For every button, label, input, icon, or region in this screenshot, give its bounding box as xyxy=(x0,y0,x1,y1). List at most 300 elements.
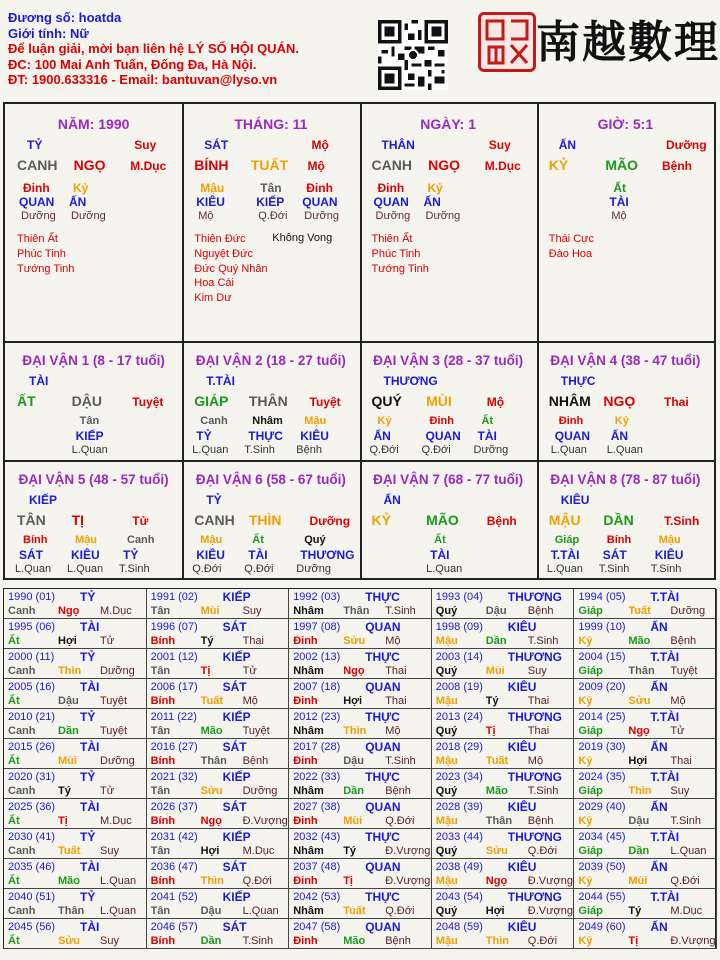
year-cell xyxy=(574,799,717,829)
year-label: 2006 (17) xyxy=(150,681,198,693)
pillar-hidden-stem: Kỷ xyxy=(427,181,443,195)
year-label: 2004 (15) xyxy=(578,651,626,663)
year-stage: Thai xyxy=(527,695,550,707)
year-god: SÁT xyxy=(222,920,247,934)
year-stage: Tử xyxy=(100,635,115,647)
year-cell xyxy=(147,859,290,889)
year-stem: Nhâm xyxy=(293,665,324,677)
luck-hidden-god: SÁT xyxy=(19,548,43,562)
luck-hidden-stem: Canh xyxy=(200,415,228,427)
year-cell xyxy=(4,649,147,679)
year-stem: Kỷ xyxy=(578,875,593,887)
year-branch: Dậu xyxy=(628,815,650,827)
year-stem: Mậu xyxy=(435,875,458,887)
year-stem: Kỷ xyxy=(578,695,593,707)
year-god: SÁT xyxy=(222,860,247,874)
pillar-branch: NGỌ xyxy=(73,157,106,173)
year-stage: M.Dục xyxy=(670,905,703,917)
year-stage: Bệnh xyxy=(385,935,411,947)
pillar-branch: NGỌ xyxy=(428,157,461,173)
luck-hidden-stage: T.Sinh xyxy=(119,563,150,575)
luck-hidden-stem: Quý xyxy=(304,534,326,546)
pillar-stem: KỶ xyxy=(548,157,569,173)
pillar-top-god: SÁT xyxy=(204,138,229,152)
year-branch: Mùi xyxy=(628,875,648,887)
year-god: QUAN xyxy=(365,620,401,634)
year-stage: Q.Đới xyxy=(527,935,558,947)
pillar-branch: TUẤT xyxy=(250,157,289,173)
year-branch: Tuất xyxy=(628,605,651,617)
year-stem: Ất xyxy=(8,815,20,827)
luck-branch: TỊ xyxy=(71,512,85,528)
year-branch: Thân xyxy=(200,755,227,767)
year-cell xyxy=(574,619,717,649)
year-stem: Canh xyxy=(8,785,36,797)
year-god: TỶ xyxy=(80,710,96,724)
star-name: Tướng Tinh xyxy=(371,262,429,275)
year-stage: Bệnh xyxy=(670,635,697,647)
year-branch: Dậu xyxy=(200,905,222,917)
year-label: 2010 (21) xyxy=(8,711,56,723)
luck-title: ĐẠI VẬN 4 (38 - 47 tuổi) xyxy=(550,353,701,368)
pillar-hidden-god: ẤN xyxy=(69,195,87,209)
qr-code-icon xyxy=(378,20,448,90)
year-stage: Q.Đới xyxy=(527,845,558,857)
year-cell xyxy=(432,769,575,799)
year-cell xyxy=(289,859,432,889)
year-branch: Thìn xyxy=(58,665,82,677)
pillar-title: THÁNG: 11 xyxy=(234,116,308,132)
luck-hidden-god: QUAN xyxy=(554,429,591,443)
pillar-hidden-god: KIẾP xyxy=(256,195,285,209)
year-branch: Ngọ xyxy=(485,875,508,887)
year-cell xyxy=(432,619,575,649)
year-stem: Tân xyxy=(150,725,171,737)
luck-hidden-god: QUAN xyxy=(425,429,461,443)
star-name: Phúc Tinh xyxy=(371,247,421,260)
pillar-top-stage: Suy xyxy=(134,138,157,152)
year-stem: Tân xyxy=(150,845,171,857)
pillar-hidden-god: QUAN xyxy=(19,195,55,209)
year-branch: Thìn xyxy=(343,725,367,737)
year-branch: Ngọ xyxy=(343,665,365,677)
year-stem: Giáp xyxy=(578,725,603,737)
year-god: THỰC xyxy=(365,830,400,844)
year-stage: Tuyệt xyxy=(242,725,270,737)
year-god: SÁT xyxy=(222,740,247,754)
year-stem: Bính xyxy=(150,755,176,767)
year-god: ẤN xyxy=(650,680,668,694)
luck-hidden-god: ẤN xyxy=(373,429,391,443)
year-branch: Dậu xyxy=(343,755,364,767)
star-name: Đức Quý Nhân xyxy=(194,262,268,275)
year-branch: Dậu xyxy=(485,605,507,617)
year-god: T.TÀI xyxy=(650,770,680,784)
year-label: 2017 (28) xyxy=(293,741,341,753)
year-stage: Dưỡng xyxy=(100,755,135,767)
year-stage: L.Quan xyxy=(242,905,279,917)
luck-hidden-god: TÀI xyxy=(430,548,450,562)
year-god: THƯƠNG xyxy=(507,710,562,724)
year-stem: Đinh xyxy=(293,755,318,767)
year-stem: Tân xyxy=(150,665,171,677)
year-stage: T.Sinh xyxy=(242,935,274,947)
luck-hidden-stem: Tân xyxy=(79,415,100,427)
luck-title: ĐẠI VẬN 1 (8 - 17 tuổi) xyxy=(22,353,165,368)
year-cell xyxy=(147,769,290,799)
year-label: 2039 (50) xyxy=(578,861,626,873)
annual-luck-grid xyxy=(3,588,716,949)
year-branch: Ngọ xyxy=(200,815,222,827)
pillar-stem: BÍNH xyxy=(194,157,229,173)
pillar-hidden-stage: Mộ xyxy=(198,210,214,222)
year-stem: Ất xyxy=(8,695,20,707)
luck-hidden-stage: Dưỡng xyxy=(473,444,509,456)
year-label: 1992 (03) xyxy=(293,591,341,603)
year-stem: Ất xyxy=(8,875,20,887)
year-god: THƯƠNG xyxy=(507,830,562,844)
year-label: 2040 (51) xyxy=(8,891,56,903)
year-label: 2029 (40) xyxy=(578,801,626,813)
pillar-2 xyxy=(182,104,359,341)
luck-hidden-stem: Mậu xyxy=(304,415,327,427)
luck-hidden-god: KIẾP xyxy=(75,429,104,443)
year-stem: Mậu xyxy=(435,935,458,947)
year-god: QUAN xyxy=(365,920,401,934)
year-label: 2037 (48) xyxy=(293,861,341,873)
year-god: KIÊU xyxy=(507,620,537,634)
year-god: QUAN xyxy=(365,800,401,814)
pillar-branch: MÃO xyxy=(605,157,639,173)
year-god: SÁT xyxy=(222,620,247,634)
year-cell xyxy=(574,829,717,859)
pillar-title: NGÀY: 1 xyxy=(420,116,476,132)
year-stage: Bệnh xyxy=(385,785,411,797)
year-label: 2014 (25) xyxy=(578,711,626,723)
year-stage: Q.Đới xyxy=(670,875,700,887)
pillar-hidden-stem: Đinh xyxy=(377,181,405,195)
year-stage: Thai xyxy=(527,725,550,737)
year-god: SÁT xyxy=(222,800,247,814)
luck-branch: NGỌ xyxy=(603,393,636,409)
luck-life-stage: Dưỡng xyxy=(309,514,351,528)
year-stage: Q.Đới xyxy=(385,815,415,827)
year-stage: Mộ xyxy=(670,695,686,707)
year-god: THỰC xyxy=(365,650,400,664)
year-label: 1991 (02) xyxy=(150,591,198,603)
year-branch: Mùi xyxy=(343,815,363,827)
year-cell xyxy=(574,649,717,679)
year-branch: Tý xyxy=(343,845,357,857)
year-label: 1998 (09) xyxy=(435,621,483,633)
year-stage: Đ.Vượng xyxy=(385,875,431,887)
luck-hidden-stage: Q.Đới xyxy=(421,444,451,456)
year-label: 2022 (33) xyxy=(293,771,341,783)
year-god: KIÊU xyxy=(507,860,537,874)
pillar-extra: Không Vong xyxy=(272,232,333,244)
pillar-hidden-stem: Tân xyxy=(260,181,282,195)
year-label: 2034 (45) xyxy=(578,831,626,843)
luck-hidden-stem: Giáp xyxy=(554,534,580,546)
pillar-hidden-stage: Dưỡng xyxy=(21,210,56,222)
year-stem: Ất xyxy=(8,635,20,647)
year-branch: Sửu xyxy=(343,635,366,647)
year-label: 2033 (44) xyxy=(435,831,483,843)
pillar-life-stage: M.Dục xyxy=(484,159,521,173)
luck-title: ĐẠI VẬN 3 (28 - 37 tuổi) xyxy=(373,353,524,368)
year-branch: Dần xyxy=(628,845,650,857)
pillar-hidden-stem: Kỷ xyxy=(73,181,89,195)
year-branch: Dần xyxy=(485,635,507,647)
year-cell xyxy=(4,679,147,709)
year-label: 2048 (59) xyxy=(435,921,483,933)
pillar-hidden-stem: Mậu xyxy=(200,181,225,195)
luck-god: THƯƠNG xyxy=(383,374,438,388)
pillar-hidden-god: QUAN xyxy=(302,195,338,209)
year-god: KIẾP xyxy=(222,890,251,904)
luck-title: ĐẠI VẬN 6 (58 - 67 tuổi) xyxy=(195,472,346,487)
pillar-hidden-stage: Q.Đới xyxy=(258,210,288,222)
year-god: T.TÀI xyxy=(650,890,680,904)
year-label: 2015 (26) xyxy=(8,741,56,753)
luck-hidden-stem: Nhâm xyxy=(252,415,283,427)
brand-logo: 南越數理 xyxy=(536,17,720,68)
year-god: TÀI xyxy=(80,740,100,754)
year-stem: Quý xyxy=(435,905,458,917)
year-label: 2045 (56) xyxy=(8,921,56,933)
year-branch: Thân xyxy=(628,665,655,677)
year-stage: Mộ xyxy=(385,725,401,737)
luck-hidden-stem: Ất xyxy=(252,534,264,546)
luck-hidden-stem: Ất xyxy=(434,534,446,546)
star-name: Đào Hoa xyxy=(548,247,593,260)
star-name: Phúc Tinh xyxy=(17,247,66,260)
year-god: ẤN xyxy=(650,740,668,754)
year-stem: Nhâm xyxy=(293,785,324,797)
luck-pillar-8 xyxy=(537,460,714,579)
luck-hidden-stage: Q.Đới xyxy=(244,563,274,575)
year-cell xyxy=(4,919,147,949)
year-cell xyxy=(432,829,575,859)
year-god: THỰC xyxy=(365,590,400,604)
year-cell xyxy=(574,919,717,949)
pillar-top-god: THÂN xyxy=(381,138,415,152)
year-stem: Mậu xyxy=(435,695,458,707)
star-name: Nguyệt Đức xyxy=(194,247,253,260)
year-branch: Mão xyxy=(58,875,80,887)
year-stem: Nhâm xyxy=(293,725,324,737)
star-name: Thái Cực xyxy=(548,233,595,245)
year-label: 2005 (16) xyxy=(8,681,56,693)
year-cell xyxy=(574,679,717,709)
year-cell xyxy=(289,679,432,709)
luck-pillar-4 xyxy=(537,341,714,460)
year-branch: Tuất xyxy=(485,755,509,767)
year-label: 2023 (34) xyxy=(435,771,483,783)
year-branch: Dần xyxy=(343,785,364,797)
pillar-stars xyxy=(17,232,74,276)
year-branch: Tị xyxy=(628,935,639,947)
year-god: TỶ xyxy=(80,890,96,904)
year-stage: M.Dục xyxy=(100,815,132,827)
year-branch: Dậu xyxy=(58,695,79,707)
luck-hidden-god: TỶ xyxy=(196,429,212,443)
pillar-hidden-god: TÀI xyxy=(609,195,629,209)
year-cell xyxy=(147,829,290,859)
year-stage: Thai xyxy=(385,695,407,707)
year-label: 1995 (06) xyxy=(8,621,56,633)
luck-title: ĐẠI VẬN 7 (68 - 77 tuổi) xyxy=(373,472,524,487)
star-name: Thiên Đức xyxy=(194,233,246,245)
luck-hidden-god: KIÊU xyxy=(71,548,100,562)
pillar-stem: CANH xyxy=(371,157,412,173)
year-cell xyxy=(147,649,290,679)
year-stem: Giáp xyxy=(578,605,603,617)
luck-life-stage: Thai xyxy=(664,395,689,409)
year-cell xyxy=(289,769,432,799)
pillar-hidden-stage: Dưỡng xyxy=(375,210,411,222)
year-label: 2003 (14) xyxy=(435,651,483,663)
year-branch: Hợi xyxy=(343,695,363,707)
year-label: 2032 (43) xyxy=(293,831,341,843)
pillar-hidden-stem: Ất xyxy=(613,181,627,195)
year-stem: Kỷ xyxy=(578,935,593,947)
year-god: THỰC xyxy=(365,710,400,724)
year-god: KIÊU xyxy=(507,920,537,934)
year-cell xyxy=(432,679,575,709)
year-branch: Thìn xyxy=(628,785,652,797)
year-stage: L.Quan xyxy=(100,905,137,917)
year-stem: Bính xyxy=(150,635,176,647)
year-label: 2000 (11) xyxy=(8,651,55,663)
luck-pillar-3 xyxy=(360,341,537,460)
year-stem: Nhâm xyxy=(293,845,324,857)
pillar-stem: CANH xyxy=(17,157,58,173)
luck-hidden-stage: L.Quan xyxy=(67,563,104,575)
year-god: THƯƠNG xyxy=(507,890,562,904)
year-god: TÀI xyxy=(80,920,100,934)
year-god: THƯƠNG xyxy=(507,590,562,604)
pillar-top-god: ẤN xyxy=(558,138,577,152)
year-god: ẤN xyxy=(650,920,668,934)
year-stem: Bính xyxy=(150,935,176,947)
year-god: THƯƠNG xyxy=(507,770,562,784)
luck-stem: NHÂM xyxy=(548,393,591,409)
year-stem: Tân xyxy=(150,785,171,797)
year-branch: Tị xyxy=(485,725,496,737)
luck-life-stage: Tử xyxy=(132,514,149,528)
year-cell xyxy=(432,649,575,679)
luck-hidden-god: T.TÀI xyxy=(550,548,580,562)
year-label: 2049 (60) xyxy=(578,921,626,933)
year-cell xyxy=(574,889,717,919)
year-stem: Nhâm xyxy=(293,905,324,917)
luck-hidden-god: TÀI xyxy=(477,429,497,443)
year-label: 2007 (18) xyxy=(293,681,341,693)
year-stem: Ất xyxy=(8,755,20,767)
year-god: ẤN xyxy=(650,860,668,874)
year-cell xyxy=(4,589,147,619)
pillar-stars xyxy=(194,232,267,306)
year-cell xyxy=(4,619,147,649)
year-stage: Dưỡng xyxy=(670,605,706,617)
year-branch: Thìn xyxy=(485,935,510,947)
year-branch: Tý xyxy=(58,785,71,797)
pillar-top-stage: Mộ xyxy=(311,138,329,152)
luck-pillar-5 xyxy=(5,460,182,579)
year-stage: Đ.Vượng xyxy=(527,905,573,917)
luck-hidden-stem: Kỷ xyxy=(377,415,392,427)
year-cell xyxy=(4,829,147,859)
year-cell xyxy=(4,769,147,799)
year-cell xyxy=(4,859,147,889)
year-label: 2028 (39) xyxy=(435,801,483,813)
year-label: 2008 (19) xyxy=(435,681,483,693)
year-branch: Hợi xyxy=(485,905,505,917)
year-branch: Hợi xyxy=(58,635,77,647)
year-label: 2031 (42) xyxy=(150,831,198,843)
luck-hidden-stage: T.Sinh xyxy=(650,563,682,575)
star-name: Tướng Tinh xyxy=(17,262,75,275)
year-cell xyxy=(147,889,290,919)
luck-life-stage: Mộ xyxy=(486,395,505,409)
year-branch: Sửu xyxy=(200,785,223,797)
gender: Giới tính: Nữ xyxy=(8,25,89,41)
luck-hidden-stem: Canh xyxy=(127,534,155,546)
luck-hidden-god: TÀI xyxy=(248,548,268,562)
year-stage: L.Quan xyxy=(100,875,137,887)
year-cell xyxy=(289,589,432,619)
luck-hidden-stem: Đinh xyxy=(558,415,584,427)
year-branch: Mùi xyxy=(200,605,220,617)
year-branch: Hợi xyxy=(628,755,648,767)
pillar-top-stage: Dưỡng xyxy=(666,138,707,152)
year-stage: Thai xyxy=(670,755,692,767)
pillar-life-stage: M.Dục xyxy=(130,159,167,173)
luck-hidden-stem: Kỷ xyxy=(614,415,629,427)
year-stage: M.Dục xyxy=(100,605,132,617)
year-stage: Mộ xyxy=(527,755,544,767)
year-stem: Giáp xyxy=(578,845,603,857)
phone-email: ĐT: 1900.633316 - Email: bantuvan@lyso.vn xyxy=(8,72,278,87)
year-branch: Mão xyxy=(343,935,366,947)
star-name: Thiên Ất xyxy=(371,233,413,245)
year-god: QUAN xyxy=(365,680,401,694)
luck-hidden-stem: Bính xyxy=(23,534,48,546)
year-god: QUAN xyxy=(365,860,401,874)
luck-hidden-stage: L.Quan xyxy=(71,444,108,456)
year-branch: Tị xyxy=(200,665,211,677)
year-god: TỶ xyxy=(80,830,96,844)
year-branch: Sửu xyxy=(628,695,651,707)
year-cell xyxy=(147,919,290,949)
luck-hidden-god: THƯƠNG xyxy=(300,548,355,562)
pillar-life-stage: Bệnh xyxy=(662,159,692,173)
luck-life-stage: T.Sinh xyxy=(664,514,700,528)
person-name: Đương số: hoatda xyxy=(8,10,122,25)
year-label: 2020 (31) xyxy=(8,771,56,783)
year-stage: Tuyệt xyxy=(670,665,698,677)
star-name: Thiên Ất xyxy=(17,233,58,245)
year-god: KIẾP xyxy=(222,770,251,784)
year-stem: Mậu xyxy=(435,815,458,827)
pillar-hidden-stage: Dưỡng xyxy=(304,210,340,222)
year-cell xyxy=(432,739,575,769)
luck-god: KIÊU xyxy=(560,493,590,507)
year-stem: Đinh xyxy=(293,875,318,887)
year-label: 2025 (36) xyxy=(8,801,56,813)
year-god: KIẾP xyxy=(222,710,251,724)
